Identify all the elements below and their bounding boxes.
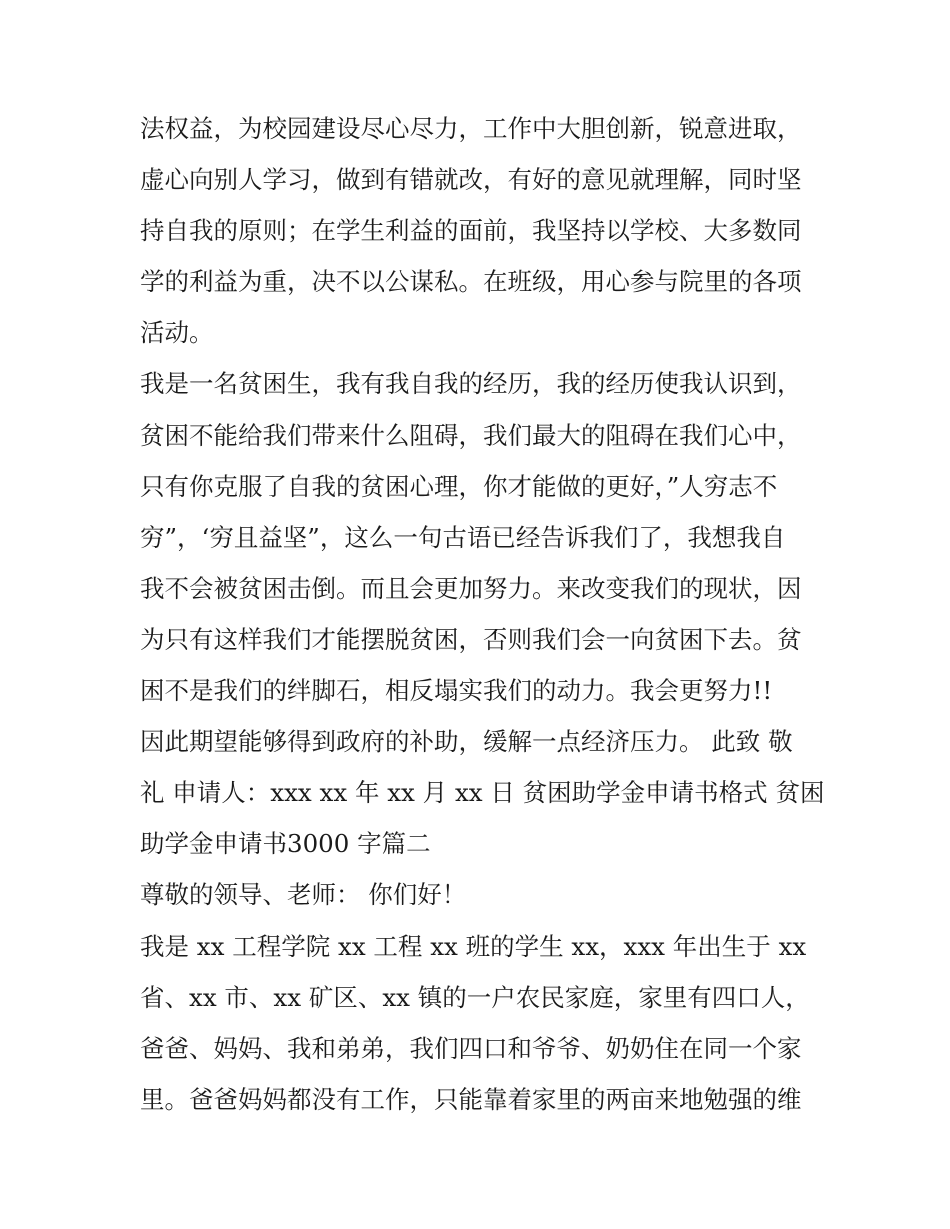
text-line: 学的利益为重，决不以公谋私。在班级，用心参与院里的各项 <box>140 267 802 297</box>
text-line: 省、xx 市、xx 矿区、xx 镇的一户农民家庭，家里有四口人， <box>140 982 810 1012</box>
text-line: 爸爸、妈妈、我和弟弟，我们四口和爷爷、奶奶住在同一个家 <box>140 1033 802 1063</box>
text-line: 助学金申请书3000 字篇二 <box>140 829 431 859</box>
text-line: 因此期望能够得到政府的补助，缓解一点经济压力。 此致 敬 <box>140 727 793 757</box>
text-line: 法权益，为校园建设尽心尽力，工作中大胆创新，锐意进取， <box>140 114 802 143</box>
text-line: 只有你克服了自我的贫困心理，你才能做的更好，”人穷志不 <box>140 471 778 501</box>
text-line: 困不是我们的绊脚石，相反塌实我们的动力。我会更努力!! <box>140 676 773 706</box>
text-line: 穷”，‘穷且益坚”，这么一句古语已经告诉我们了，我想我自 <box>140 522 786 552</box>
text-line: 里。爸爸妈妈都没有工作，只能靠着家里的两亩来地勉强的维 <box>140 1084 802 1114</box>
text-line: 礼 申请人：xxx xx 年 xx 月 xx 日 贫困助学金申请书格式 贫困 <box>140 778 825 808</box>
text-line: 为只有这样我们才能摆脱贫困，否则我们会一向贫困下去。贫 <box>140 624 802 654</box>
text-line: 我是一名贫困生，我有我自我的经历，我的经历使我认识到， <box>140 369 802 399</box>
text-line: 虚心向别人学习，做到有错就改，有好的意见就理解，同时坚 <box>140 165 802 195</box>
text-line: 我不会被贫困击倒。而且会更加努力。来改变我们的现状，因 <box>140 573 802 603</box>
text-line: 尊敬的领导、老师： 你们好！ <box>140 880 467 910</box>
text-line: 活动。 <box>140 318 214 348</box>
body-text <box>140 103 830 1125</box>
text-line: 贫困不能给我们带来什么阻碍，我们最大的阻碍在我们心中， <box>140 420 802 450</box>
text-line: 持自我的原则；在学生利益的面前，我坚持以学校、大多数同 <box>140 216 802 246</box>
text-line: 我是 xx 工程学院 xx 工程 xx 班的学生 xx，xxx 年出生于 xx <box>140 931 807 961</box>
